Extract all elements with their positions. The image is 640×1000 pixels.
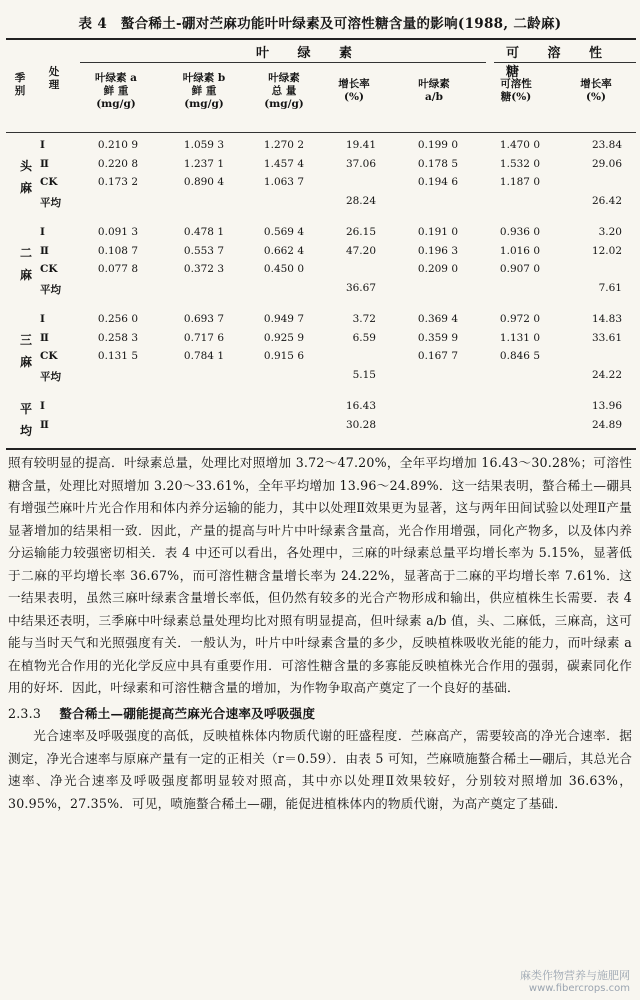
cell-ab: 0.191 0 — [417, 226, 458, 238]
season-label-bottom: 麻 — [20, 268, 33, 282]
cell-sug: 1.532 0 — [499, 157, 540, 170]
cell-ab: 0.194 6 — [417, 176, 458, 188]
data-table — [6, 38, 636, 448]
cell-b: 0.372 3 — [183, 263, 224, 275]
header-sugar-increase: 增长率 (%) — [580, 78, 612, 103]
cell-t: Ⅱ — [40, 331, 49, 344]
cell-sug: 0.907 0 — [499, 263, 540, 275]
cell-a: 0.077 8 — [97, 263, 138, 275]
cell-tot: 1.063 7 — [263, 176, 304, 188]
header-chl-total: 叶绿素 总 量 (mg/g) — [264, 72, 304, 110]
section-title: 螯合稀土—硼能提高苎麻光合速率及呼吸强度 — [59, 705, 316, 721]
cell-tot: 0.662 4 — [263, 244, 304, 257]
cell-t: Ⅱ — [40, 244, 49, 257]
cell-tot: 1.270 2 — [263, 139, 304, 151]
paragraph-1: 照有较明显的提高．叶绿素总量，处理比对照增加 3.72～47.20%，全年平均增加 16.43～30.28%；可溶性糖含量，处理比对照增加 3.20～33.61%，全年平均增加 13.96～24.89%．这一结果表明，螯合稀土—硼具有增强苎麻叶片光合作用和体内养分运输的能力，其中以处理Ⅱ效果更为显著，这与两年田间试验以处理Ⅱ产量显著增加的结果相一致．因此，产量的提高与叶片中叶绿素含量高，光合作用增强，同化产物多，以及体内养分运输能力较强密切相关．表 4 中还可以看出，各处理中，三麻的叶绿素总量平均增长率为 5.15%，显著低于二麻的平均增长率 36.67%，而可溶性糖含量增长率为 24.22%，显著高于二麻的平均增长率 7.61%．这一结果表明，虽然三麻叶绿素含量增长率低，但仍然有较多的光合产物形成和输出，供应植株生长需要．表 4 中结果还表明，三季麻中叶绿素总量处理均比对照有明显提高，但叶绿素 a/b 值，头、二麻低，三麻高，这可能与当时天气和光照强度有关．一般认为，叶片中叶绿素含量的多少，反映植株吸收光能的能力，而叶绿素 a 在植物光合作用的光化学反应中具有重要作用．可溶性糖含量的多寡能反映植株光合作用的强弱，碳素同化作用的好坏．因此，叶绿素和可溶性糖含量的增加，为作物争取高产奠定了一个良好的基础． — [8, 455, 632, 695]
cell-inc: 28.24 — [345, 194, 376, 207]
table-caption: 表 4 螯合稀土-硼对苎麻功能叶叶绿素及可溶性糖含量的影响(1988, 二龄麻) — [78, 16, 562, 32]
cell-a: 0.258 3 — [97, 331, 138, 344]
cell-sinc: 24.22 — [591, 368, 622, 381]
cell-a: 0.131 5 — [97, 350, 138, 362]
cell-inc: 5.15 — [352, 368, 376, 381]
table-bottom-rule — [6, 448, 636, 450]
header-chl-increase: 增长率 (%) — [338, 78, 370, 103]
cell-b: 0.784 1 — [183, 350, 224, 362]
header-chl-a: 叶绿素 a 鲜 重 (mg/g) — [95, 72, 137, 110]
cell-tot: 0.569 4 — [263, 226, 304, 238]
cell-sug: 1.470 0 — [499, 139, 540, 151]
cell-b: 1.237 1 — [183, 157, 224, 170]
cell-a: 0.256 0 — [97, 313, 138, 325]
cell-ab: 0.178 5 — [417, 157, 458, 170]
cell-inc: 16.43 — [345, 400, 376, 412]
cell-a: 0.173 2 — [97, 176, 138, 188]
cell-tot: 0.450 0 — [263, 263, 304, 275]
cell-b: 0.553 7 — [183, 244, 224, 257]
paragraph-2: 光合速率及呼吸强度的高低，反映植株体内物质代谢的旺盛程度．苎麻高产，需要较高的净光合速率．据测定，净光合速率与原麻产量有一定的正相关（r＝0.59）．由表 5 可知，苎麻喷施螯合稀土—硼后，其总光合速率、净光合速率及呼吸强度都明显较对照高，其中亦以处理Ⅱ效果较好，分别较对照增加 36.63%，30.95%，27.35%．可见，喷施螯合稀土—硼，能促进植株体内的物质代谢，为高产奠定了基础． — [8, 728, 632, 811]
cell-sug: 1.187 0 — [499, 176, 540, 188]
cell-ab: 0.199 0 — [417, 139, 458, 151]
site-watermark — [520, 967, 630, 994]
cell-sinc: 7.61 — [598, 281, 622, 294]
header-chl-b: 叶绿素 b 鲜 重 (mg/g) — [182, 72, 226, 110]
season-label-bottom: 均 — [20, 423, 33, 438]
cell-sinc: 23.84 — [591, 139, 622, 151]
cell-t: 平均 — [40, 370, 61, 383]
body-text — [8, 452, 632, 815]
cell-inc: 47.20 — [345, 244, 376, 257]
cell-t: Ⅰ — [40, 313, 45, 325]
group-underline-chlorophyll — [80, 62, 486, 63]
section-number: 2.3.3 — [8, 705, 42, 721]
cell-a: 0.210 9 — [97, 139, 138, 151]
season-label-top: 平 — [20, 401, 33, 416]
cell-inc: 30.28 — [345, 418, 376, 431]
cell-ab: 0.209 0 — [417, 263, 458, 275]
cell-sug: 0.972 0 — [499, 313, 540, 325]
cell-sinc: 24.89 — [591, 418, 622, 431]
header-season: 季 别 — [14, 72, 26, 97]
header-soluble-sugar: 可溶性 糖(%) — [500, 78, 532, 103]
cell-sinc: 26.42 — [591, 194, 622, 207]
cell-inc: 26.15 — [345, 226, 376, 238]
cell-tot: 0.915 6 — [263, 350, 304, 362]
cell-t: Ⅰ — [40, 400, 45, 412]
cell-t: Ⅰ — [40, 139, 45, 151]
cell-sinc: 29.06 — [591, 157, 622, 170]
cell-b: 1.059 3 — [183, 139, 224, 151]
watermark-url: www.fibercrops.com — [528, 983, 630, 994]
cell-tot: 0.925 9 — [263, 331, 304, 344]
season-label-top: 头 — [20, 159, 33, 173]
cell-t: CK — [40, 263, 58, 275]
group-header-sugar: 可 溶 性 糖 — [506, 46, 615, 80]
header-bottom-rule — [6, 132, 636, 133]
header-ab-ratio: 叶绿素 a/b — [418, 78, 450, 103]
cell-sinc: 14.83 — [591, 313, 622, 325]
cell-t: Ⅰ — [40, 226, 45, 238]
season-label-top: 三 — [20, 333, 33, 347]
table-top-rule — [6, 38, 636, 40]
cell-a: 0.091 3 — [97, 226, 138, 238]
season-label-bottom: 麻 — [20, 181, 33, 195]
season-label-bottom: 麻 — [20, 355, 33, 369]
cell-sug: 0.936 0 — [499, 226, 540, 238]
cell-b: 0.717 6 — [183, 331, 224, 344]
cell-sinc: 3.20 — [598, 226, 622, 238]
cell-t: 平均 — [40, 196, 61, 209]
group-underline-sugar — [494, 62, 636, 63]
cell-sug: 1.016 0 — [499, 244, 540, 257]
section-heading — [8, 703, 632, 726]
watermark-site-name: 麻类作物营养与施肥网 — [520, 969, 630, 982]
cell-b: 0.890 4 — [183, 176, 224, 188]
season-label-top: 二 — [20, 246, 33, 260]
cell-sinc: 33.61 — [591, 331, 622, 344]
cell-sug: 1.131 0 — [499, 331, 540, 344]
cell-inc: 3.72 — [352, 313, 376, 325]
cell-a: 0.220 8 — [97, 157, 138, 170]
header-treatment: 处 理 — [48, 66, 60, 91]
cell-ab: 0.369 4 — [417, 313, 458, 325]
cell-a: 0.108 7 — [97, 244, 138, 257]
cell-ab: 0.359 9 — [417, 331, 458, 344]
cell-t: CK — [40, 176, 58, 188]
cell-sug: 0.846 5 — [499, 350, 540, 362]
cell-b: 0.693 7 — [183, 313, 224, 325]
group-header-chlorophyll: 叶 绿 素 — [256, 46, 365, 61]
cell-inc: 19.41 — [345, 139, 376, 151]
cell-t: 平均 — [40, 283, 61, 296]
cell-t: Ⅱ — [40, 418, 49, 431]
cell-b: 0.478 1 — [183, 226, 224, 238]
cell-inc: 37.06 — [345, 157, 376, 170]
cell-sinc: 13.96 — [591, 400, 622, 412]
cell-inc: 36.67 — [345, 281, 376, 294]
cell-t: Ⅱ — [40, 157, 49, 170]
cell-inc: 6.59 — [352, 331, 376, 344]
cell-sinc: 12.02 — [591, 244, 622, 257]
cell-ab: 0.196 3 — [417, 244, 458, 257]
cell-ab: 0.167 7 — [417, 350, 458, 362]
cell-tot: 1.457 4 — [263, 157, 304, 170]
cell-tot: 0.949 7 — [263, 313, 304, 325]
cell-t: CK — [40, 350, 58, 362]
